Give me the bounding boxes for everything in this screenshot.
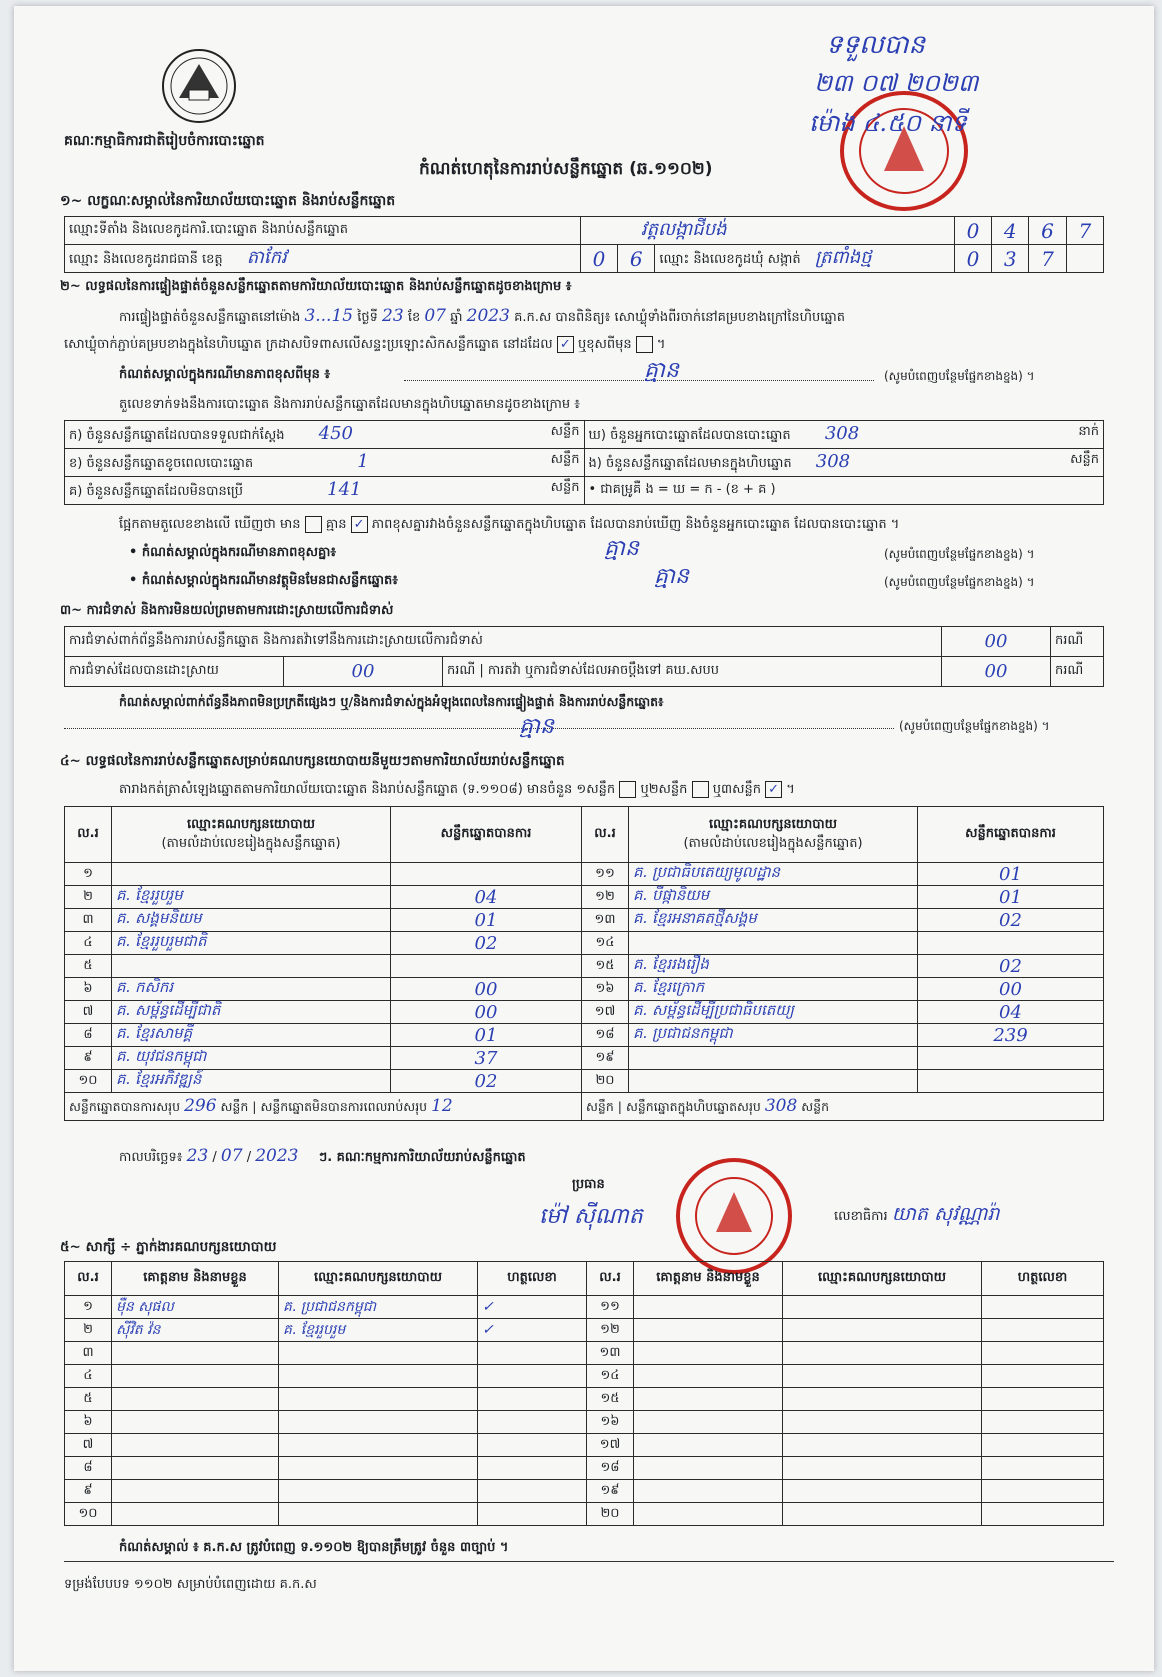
witness-signature bbox=[478, 1342, 587, 1365]
witness-party bbox=[783, 1411, 982, 1434]
party-name bbox=[629, 1047, 918, 1070]
witness-party bbox=[783, 1480, 982, 1503]
figure-row: គ) ចំនួនសន្លឹកឆ្នោតដែលមិនបានប្រើ 141 សន្លឹក bbox=[65, 477, 585, 505]
witness-signature bbox=[478, 1480, 587, 1503]
table-row bbox=[65, 1342, 1104, 1365]
witness-name bbox=[634, 1342, 783, 1365]
witness-signature bbox=[982, 1457, 1104, 1480]
same-checkbox[interactable]: ✓ bbox=[557, 336, 574, 353]
one-sheet-checkbox[interactable] bbox=[619, 781, 636, 798]
complaints-value: 00 bbox=[942, 627, 1051, 657]
spoiled-ballots-value: 1 bbox=[357, 451, 369, 472]
party-votes bbox=[391, 955, 582, 978]
witness-party bbox=[783, 1457, 982, 1480]
irregularity-hw: គ្មាន bbox=[519, 714, 554, 739]
commune-cell bbox=[655, 245, 954, 273]
row-number: ១៨ bbox=[587, 1457, 634, 1480]
appeal-label: ការតវ៉ា ឬការជំទាស់ដែលអាចប្តឹងទៅ គឃ.សបប bbox=[487, 663, 719, 678]
table-row bbox=[65, 1503, 1104, 1526]
party-votes: 02 bbox=[918, 909, 1104, 932]
party-name bbox=[629, 932, 918, 955]
unused-ballots-value: 141 bbox=[327, 479, 362, 500]
row-number: ៣ bbox=[65, 1342, 112, 1365]
row-number: ៥ bbox=[65, 1388, 112, 1411]
party-votes: 04 bbox=[918, 1001, 1104, 1024]
party-name: គ. ខ្មែររួបរួម bbox=[112, 886, 391, 909]
verify-year-label: ឆ្នាំ bbox=[450, 310, 463, 325]
witness-signature bbox=[478, 1503, 587, 1526]
ballots-in-box-value: 308 bbox=[815, 451, 851, 472]
witness-party bbox=[279, 1457, 478, 1480]
row-number: ១៣ bbox=[587, 1342, 634, 1365]
witness-name bbox=[112, 1388, 279, 1411]
committee-signature-label: ៗ. គណៈកម្មការការិយាល័យរាប់សន្លឹកឆ្នោត bbox=[318, 1150, 526, 1165]
location-code-digit: 6 bbox=[1029, 217, 1066, 245]
table-row bbox=[65, 886, 1104, 909]
party-votes: 01 bbox=[918, 863, 1104, 886]
row-number: ៧ bbox=[65, 1001, 112, 1024]
party-votes: 00 bbox=[918, 978, 1104, 1001]
seal-status-text: សោឃ្លុំចាក់ភ្ជាប់គម្របខាងក្នុងនៃហិបឆ្នោត ក្រដាសបិទពាសលើសន្ទះប្រឡោះសិកសន្លឹកឆ្នោត នៅដដែល bbox=[64, 337, 553, 352]
party-votes: 02 bbox=[918, 955, 1104, 978]
verify-year: 2023 bbox=[466, 306, 510, 326]
committee-name: គណៈកម្មាធិការជាតិរៀបចំការបោះឆ្នោត bbox=[64, 133, 265, 149]
party-name: គ. បីផ្កានិយម bbox=[629, 886, 918, 909]
witness-signature: ✓ bbox=[478, 1319, 587, 1342]
chair-signature: ម៉ៅ ស៊ីណាត bbox=[539, 1204, 643, 1229]
verify-time-label: ការផ្ទៀងផ្ទាត់ចំនួនសន្លឹកឆ្នោតនៅម៉ោង bbox=[119, 310, 301, 325]
table-row bbox=[65, 1434, 1104, 1457]
witness-name bbox=[634, 1296, 783, 1319]
party-votes: 01 bbox=[391, 1024, 582, 1047]
witness-signature bbox=[478, 1434, 587, 1457]
row-number: ៣ bbox=[65, 909, 112, 932]
row-number: ១៧ bbox=[582, 1001, 629, 1024]
witness-name bbox=[634, 1434, 783, 1457]
section2-title: ២~ លទ្ធផលនៃការផ្ទៀងផ្ទាត់ចំនួនសន្លឹកឆ្នោតតាមការិយាល័យបោះឆ្នោត និងរាប់សន្លឹកឆ្នោតដូចខាងក្រោម ៖ bbox=[60, 279, 572, 294]
witness-name: ស៊ីវិត វ៉ន bbox=[112, 1319, 279, 1342]
witness-name bbox=[112, 1457, 279, 1480]
party-name: គ. ខ្មែរអនាគតថ្មីសង្គម bbox=[629, 909, 918, 932]
verification-line2: សោឃ្លុំចាក់ភ្ជាប់គម្របខាងក្នុងនៃហិបឆ្នោត ក្រដាសបិទពាសលើសន្ទះប្រឡោះសិកសន្លឹកឆ្នោត នៅដដែល ✓ ឬខុសពីមុន ។ bbox=[64, 337, 666, 352]
party-votes: 02 bbox=[391, 1070, 582, 1093]
row-number: ២ bbox=[65, 886, 112, 909]
party-name bbox=[112, 955, 391, 978]
party-votes bbox=[918, 1047, 1104, 1070]
province-value: តាកែវ bbox=[246, 247, 287, 268]
witness-party bbox=[279, 1365, 478, 1388]
party-name: គ. កសិករ bbox=[112, 978, 391, 1001]
witness-party bbox=[783, 1388, 982, 1411]
row-number: ១២ bbox=[587, 1319, 634, 1342]
table-row bbox=[65, 955, 1104, 978]
table-row bbox=[65, 1024, 1104, 1047]
verify-rest: គ.ក.ស បានពិនិត្យ៖ សោឃ្លុំទាំងពីរចាក់នៅគម្របខាងក្រៅនៃហិបឆ្នោត bbox=[514, 310, 845, 325]
date-day: 23 bbox=[186, 1146, 209, 1166]
secretary-line: លេខាធិការ យាត សុវណ្ណារ៉ា bbox=[834, 1203, 1000, 1225]
party-name bbox=[112, 863, 391, 886]
location-code-digit: 7 bbox=[1066, 217, 1103, 245]
row-number: ១០ bbox=[65, 1503, 112, 1526]
fill-more-note: (សូមបំពេញបន្ថែមផ្នែកខាងខ្នង) ។ bbox=[899, 719, 1050, 733]
party-name: គ. យុវជនកម្ពុជា bbox=[112, 1047, 391, 1070]
province-code-digit: 6 bbox=[618, 245, 655, 273]
figures-intro: តួលេខទាក់ទងនឹងការបោះឆ្នោត និងការរាប់សន្លឹកឆ្នោតដែលមានក្នុងហិបឆ្នោតមានដូចខាងក្រោម ៖ bbox=[119, 397, 580, 412]
figure-row: ខ) ចំនួនសន្លឹកឆ្នោតខូចពេលបោះឆ្នោត 1 សន្លឹក bbox=[65, 449, 585, 477]
party-votes-table: ល.រ ឈ្មោះគណបក្សនយោបាយ (តាមលំដាប់លេខរៀងក្នុងសន្លឹកឆ្នោត) សន្លឹកឆ្នោតបានការ ល.រ ឈ្មោះគណបក្សនយោបាយ (តាមលំដាប់លេខរៀងក្នុងសន្លឹកឆ្នោត) សន្លឹកឆ្នោតបានការ ១ ១១ គ. ប្រជាធិបតេយ្យមូលដ្ឋាន 01 ២ គ. ខ្មែររួបរួម 04 ១២ គ. បីផ្កានិយម 01 ៣ គ. សង្គមនិយម 01 ១៣ គ. ខ្មែរអនាគតថ្មីសង្គម 02 ៤ គ. ខ្មែររួបរួមជាតិ 02 ១៤ ៥ ១៥ គ. ខ្មែររងរឿង 02 ៦ គ. កសិករ 00 ១៦ គ. ខ្មែរក្រោក 00 ៧ គ. សម្ព័ន្ធដើម្បីជាតិ 00 ១៧ គ. សម្ព័ន្ធដើម្បីប្រជាធិបតេយ្យ 04 ៨ គ. ខ្មែរសាមគ្គី 01 ១៨ គ. ប្រជាជនកម្ពុជា 239 ៩ គ. យុវជនកម្ពុជា 37 ១៩ ១០ គ. ខ្មែរអភិវឌ្ឍន៍ 02 ២០ សន្លឹកឆ្នោតបានការសរុប 296 សន្លឹក | សន្លឹកឆ្នោតមិនបានការពេលរាប់សរុប 12 សន្លឹក | សន្លឹកឆ្នោតក្នុងហិបឆ្នោតសរុប 308 សន្លឹក bbox=[64, 806, 1104, 1121]
row-number: ៨ bbox=[65, 1457, 112, 1480]
party-votes: 02 bbox=[391, 932, 582, 955]
section4-title: ៤~ លទ្ធផលនៃការរាប់សន្លឹកឆ្នោតសម្រាប់គណបក្សនយោបាយនីមួយៗតាមការិយាល័យរាប់សន្លឹកឆ្នោត bbox=[60, 753, 565, 769]
row-number: ១៥ bbox=[587, 1388, 634, 1411]
figure-row: ក) ចំនួនសន្លឹកឆ្នោតដែលបានទទួលជាក់ស្តែង 450 សន្លឹក bbox=[65, 421, 585, 449]
table-row bbox=[65, 978, 1104, 1001]
date-year: 2023 bbox=[255, 1146, 299, 1166]
table-row bbox=[65, 1001, 1104, 1024]
commune-code-digit: 7 bbox=[1029, 245, 1066, 273]
commune-label: ឈ្មោះ និងលេខកូដឃុំ សង្កាត់ bbox=[659, 252, 801, 267]
witness-party: គ. ខ្មែររួបរួម bbox=[279, 1319, 478, 1342]
witness-signature bbox=[478, 1411, 587, 1434]
row-number: ៤ bbox=[65, 932, 112, 955]
different-label: ឬខុសពីមុន bbox=[577, 337, 632, 352]
witness-signature bbox=[982, 1503, 1104, 1526]
witness-party bbox=[783, 1319, 982, 1342]
location-label: ឈ្មោះទីតាំង និងលេខកូដការិ.បោះឆ្នោត និងរាប់សន្លឹកឆ្នោត bbox=[65, 217, 581, 245]
party-name: គ. ប្រជាជនកម្ពុជា bbox=[629, 1024, 918, 1047]
row-number: ២០ bbox=[582, 1070, 629, 1093]
row-number: ៨ bbox=[65, 1024, 112, 1047]
row-number: ១៤ bbox=[582, 932, 629, 955]
complaints-table: ការជំទាស់ពាក់ព័ន្ធនឹងការរាប់សន្លឹកឆ្នោត និងការតវ៉ាទៅនឹងការដោះស្រាយលើការជំទាស់ 00 ករណី ការជំទាស់ដែលបានដោះស្រាយ 00 ករណី | ការតវ៉ា ឬការជំទាស់ដែលអាចប្តឹងទៅ គឃ.សបប 00 ករណី bbox=[64, 626, 1104, 687]
footer-note: កំណត់សម្គាល់ ៖ គ.ក.ស ត្រូវបំពេញ ទ.១១០២ ឱ្យបានត្រឹមត្រូវ ចំនួន ៣ច្បាប់ ។ bbox=[119, 1540, 509, 1555]
party-name: គ. ប្រជាធិបតេយ្យមូលដ្ឋាន bbox=[629, 863, 918, 886]
row-number: ១១ bbox=[587, 1296, 634, 1319]
total-valid-value: 296 bbox=[184, 1095, 217, 1116]
witness-name: ម៉ឺន សុផល bbox=[112, 1296, 279, 1319]
row-number: ១០ bbox=[65, 1070, 112, 1093]
table-row bbox=[65, 909, 1104, 932]
witness-signature bbox=[982, 1434, 1104, 1457]
total-valid-cell: សន្លឹកឆ្នោតបានការសរុប 296 សន្លឹក | សន្លឹកឆ្នោតមិនបានការពេលរាប់សរុប 12 bbox=[65, 1093, 582, 1121]
witness-name bbox=[112, 1411, 279, 1434]
party-name: គ. ខ្មែររងរឿង bbox=[629, 955, 918, 978]
witness-party bbox=[783, 1296, 982, 1319]
witness-name bbox=[634, 1411, 783, 1434]
row-number: ១៣ bbox=[582, 909, 629, 932]
has-difference-checkbox[interactable] bbox=[305, 516, 322, 533]
witness-signature bbox=[982, 1480, 1104, 1503]
row-number: ៩ bbox=[65, 1480, 112, 1503]
witness-party bbox=[279, 1342, 478, 1365]
row-number: ១៦ bbox=[582, 978, 629, 1001]
appeal-value: 00 bbox=[942, 657, 1051, 687]
row-number: ១៩ bbox=[582, 1047, 629, 1070]
table-row bbox=[65, 932, 1104, 955]
row-number: ២ bbox=[65, 1319, 112, 1342]
row-number: ១១ bbox=[582, 863, 629, 886]
irregularity-note: កំណត់សម្គាល់ពាក់ព័ន្ធនឹងភាពមិនប្រក្រតីផ្សេងៗ ឬ/និងការជំទាស់ក្នុងអំឡុងពេលនៃការផ្ទៀងផ្ទាត់ និងការរាប់សន្លឹកឆ្នោត៖ bbox=[119, 694, 664, 709]
row-number: ១៤ bbox=[587, 1365, 634, 1388]
witness-signature bbox=[982, 1319, 1104, 1342]
party-votes: 01 bbox=[391, 909, 582, 932]
province-cell bbox=[65, 245, 581, 273]
witness-party bbox=[783, 1365, 982, 1388]
party-name: គ. ខ្មែរសាមគ្គី bbox=[112, 1024, 391, 1047]
row-number: ១៥ bbox=[582, 955, 629, 978]
fill-more-note: (សូមបំពេញបន្ថែមផ្នែកខាងខ្នង) ។ bbox=[884, 547, 1035, 561]
received-hw-line2: ២៣ ០៧ ២០២៣ bbox=[814, 69, 979, 97]
witness-name bbox=[634, 1365, 783, 1388]
table-row bbox=[65, 1457, 1104, 1480]
row-number: ១៩ bbox=[587, 1480, 634, 1503]
different-checkbox[interactable] bbox=[636, 336, 653, 353]
witness-signature bbox=[478, 1365, 587, 1388]
party-votes bbox=[918, 1070, 1104, 1093]
party-votes bbox=[391, 863, 582, 886]
resolved-label: ការជំទាស់ដែលបានដោះស្រាយ bbox=[65, 657, 284, 687]
witness-party bbox=[279, 1434, 478, 1457]
row-number: ១ bbox=[65, 1296, 112, 1319]
witness-party bbox=[279, 1411, 478, 1434]
party-votes: 00 bbox=[391, 978, 582, 1001]
verify-day-label: ថ្ងៃទី bbox=[357, 310, 378, 325]
complaints-label: ការជំទាស់ពាក់ព័ន្ធនឹងការរាប់សន្លឹកឆ្នោត និងការតវ៉ាទៅនឹងការដោះស្រាយលើការជំទាស់ bbox=[65, 627, 942, 657]
witness-signature bbox=[982, 1296, 1104, 1319]
commune-value: ត្រពាំងថ្ម bbox=[814, 247, 872, 268]
resolved-value: 00 bbox=[284, 657, 443, 687]
table-row bbox=[65, 1365, 1104, 1388]
formula: • ជាគម្រូគឺ ង = ឃ = ក - (ខ + គ ) bbox=[584, 477, 1104, 505]
table-row bbox=[65, 1070, 1104, 1093]
witness-party bbox=[783, 1342, 982, 1365]
location-code-digit: 0 bbox=[954, 217, 991, 245]
row-number: ១៧ bbox=[587, 1434, 634, 1457]
witness-party bbox=[279, 1388, 478, 1411]
ballot-count-report-page bbox=[14, 6, 1154, 1671]
row-number: ២០ bbox=[587, 1503, 634, 1526]
witness-name bbox=[112, 1365, 279, 1388]
form-name: ទម្រង់បែបបទ ១១០២ សម្រាប់បំពេញដោយ គ.ក.ស bbox=[64, 1577, 317, 1592]
received-ballots-value: 450 bbox=[318, 423, 354, 444]
witness-party bbox=[279, 1480, 478, 1503]
fill-more-note: (សូមបំពេញបន្ថែមផ្នែកខាងខ្នង) ។ bbox=[884, 575, 1035, 589]
row-number: ១៨ bbox=[582, 1024, 629, 1047]
table-row bbox=[65, 1319, 1104, 1342]
row-number: ៥ bbox=[65, 955, 112, 978]
witness-signature bbox=[982, 1365, 1104, 1388]
commune-code-digit: 0 bbox=[954, 245, 991, 273]
province-code-digit: 0 bbox=[580, 245, 617, 273]
total-box-value: 308 bbox=[764, 1095, 798, 1116]
total-box-cell: សន្លឹក | សន្លឹកឆ្នោតក្នុងហិបឆ្នោតសរុប 308 សន្លឹក bbox=[582, 1093, 1104, 1121]
witness-name bbox=[634, 1457, 783, 1480]
sheet-count-line: តារាងកត់ត្រាសំឡេងឆ្នោតតាមការិយាល័យបោះឆ្នោត និងរាប់សន្លឹកឆ្នោត (ទ.១១០៨) មានចំនួន ១សន្លឹក ឬ២សន្លឹក ឬ៣សន្លឹក ✓ ។ bbox=[119, 782, 795, 797]
page-title: កំណត់ហេតុនៃការរាប់សន្លឹកឆ្នោត (ឆ.១១០២) bbox=[419, 159, 713, 179]
witness-name bbox=[112, 1480, 279, 1503]
witness-party bbox=[279, 1503, 478, 1526]
secretary-signature: យាត សុវណ្ណារ៉ា bbox=[891, 1203, 1000, 1225]
witness-name bbox=[112, 1342, 279, 1365]
chair-label: ប្រធាន bbox=[572, 1177, 605, 1192]
table-row bbox=[65, 1480, 1104, 1503]
party-votes: 239 bbox=[918, 1024, 1104, 1047]
party-name: គ. សម្ព័ន្ធដើម្បីជាតិ bbox=[112, 1001, 391, 1024]
party-votes: 04 bbox=[391, 886, 582, 909]
row-number: ១ bbox=[65, 863, 112, 886]
location-code-digit: 4 bbox=[992, 217, 1029, 245]
witness-name bbox=[634, 1480, 783, 1503]
foreign-objects-hw: គ្មាន bbox=[654, 564, 689, 589]
figure-row: ឃ) ចំនួនអ្នកបោះឆ្នោតដែលបានបោះឆ្នោត 308 នាក់ bbox=[584, 421, 1104, 449]
row-number: ១២ bbox=[582, 886, 629, 909]
table-row bbox=[65, 1296, 1104, 1319]
verification-line1 bbox=[119, 306, 845, 328]
witness-name bbox=[112, 1434, 279, 1457]
comparison-line: ផ្អែកតាមតួលេខខាងលើ ឃើញថា មាន គ្មាន ✓ ភាពខុសគ្នារវាងចំនួនសន្លឹកឆ្នោតក្នុងហិបឆ្នោត ដែលបានរាប់ឃើញ និងចំនួនអ្នកបោះឆ្នោត ដែលបានបោះឆ្នោត ។ bbox=[119, 517, 900, 532]
received-hw-line1: ទទួលបាន bbox=[826, 30, 926, 60]
total-invalid-value: 12 bbox=[431, 1095, 453, 1116]
party-votes: 00 bbox=[391, 1001, 582, 1024]
witness-signature bbox=[982, 1342, 1104, 1365]
table-row bbox=[65, 1047, 1104, 1070]
commune-code-digit: 3 bbox=[992, 245, 1029, 273]
location-value: វត្តលង្កាជីបង់ bbox=[580, 217, 954, 245]
verify-time: 3...15 bbox=[304, 306, 354, 326]
witness-signature: ✓ bbox=[478, 1296, 587, 1319]
party-name: គ. សង្គមនិយម bbox=[112, 909, 391, 932]
row-number: ៤ bbox=[65, 1365, 112, 1388]
party-name bbox=[629, 1070, 918, 1093]
figure-row: ង) ចំនួនសន្លឹកឆ្នោតដែលមានក្នុងហិបឆ្នោត 308 សន្លឹក bbox=[584, 449, 1104, 477]
row-number: ៩ bbox=[65, 1047, 112, 1070]
province-label: ឈ្មោះ និងលេខកូដរាជធានី ខេត្ត bbox=[69, 252, 223, 267]
witness-party: គ. ប្រជាជនកម្ពុជា bbox=[279, 1296, 478, 1319]
difference-note-label: កំណត់សម្គាល់ក្នុងករណីមានភាពខុសពីមុន ៖ bbox=[119, 367, 331, 382]
witness-name bbox=[112, 1503, 279, 1526]
date-line: កាលបរិច្ឆេទ៖ 23 / 07 / 2023 ៗ. គណៈកម្មការការិយាល័យរាប់សន្លឹកឆ្នោត bbox=[119, 1146, 526, 1166]
section1-title: ១~ លក្ខណៈសម្គាល់នៃការិយាល័យបោះឆ្នោត និងរាប់សន្លឹកឆ្នោត bbox=[60, 193, 396, 209]
witness-name bbox=[634, 1503, 783, 1526]
section5-title: ៥~ សាក្សី ÷ ភ្នាក់ងារគណបក្សនយោបាយ bbox=[60, 1239, 277, 1255]
no-difference-checkbox[interactable]: ✓ bbox=[351, 516, 368, 533]
party-votes: 01 bbox=[918, 886, 1104, 909]
witness-signature bbox=[478, 1388, 587, 1411]
nec-logo bbox=[159, 46, 239, 130]
three-sheets-checkbox[interactable]: ✓ bbox=[765, 781, 782, 798]
party-votes: 37 bbox=[391, 1047, 582, 1070]
verify-month: 07 bbox=[424, 306, 446, 326]
witness-name bbox=[634, 1388, 783, 1411]
difference-bullet: • កំណត់សម្គាល់ក្នុងករណីមានភាពខុសគ្នា៖ bbox=[129, 545, 337, 560]
party-votes bbox=[918, 932, 1104, 955]
table-row bbox=[65, 1411, 1104, 1434]
party-name: គ. ខ្មែររួបរួមជាតិ bbox=[112, 932, 391, 955]
date-month: 07 bbox=[220, 1146, 243, 1166]
table-row bbox=[65, 1388, 1104, 1411]
verify-month-label: ខែ bbox=[407, 310, 421, 325]
witness-name bbox=[634, 1319, 783, 1342]
row-number: ៦ bbox=[65, 1411, 112, 1434]
table-row bbox=[65, 863, 1104, 886]
party-name: គ. ខ្មែរក្រោក bbox=[629, 978, 918, 1001]
party-name: គ. ខ្មែរអភិវឌ្ឍន៍ bbox=[112, 1070, 391, 1093]
difference-note-hw: គ្មាន bbox=[644, 358, 679, 383]
location-table bbox=[64, 216, 1104, 273]
foreign-objects-bullet: • កំណត់សម្គាល់ក្នុងករណីមានវត្ថុមិនមែនជាសន្លឹកឆ្នោត៖ bbox=[129, 573, 398, 588]
party-name: គ. សម្ព័ន្ធដើម្បីប្រជាធិបតេយ្យ bbox=[629, 1001, 918, 1024]
fill-more-note: (សូមបំពេញបន្ថែមផ្នែកខាងខ្នង) ។ bbox=[884, 369, 1035, 383]
row-number: ១៦ bbox=[587, 1411, 634, 1434]
witness-signature bbox=[478, 1457, 587, 1480]
section3-title: ៣~ ការជំទាស់ និងការមិនយល់ព្រមតាមការដោះស្រាយលើការជំទាស់ bbox=[60, 603, 394, 618]
witness-signature bbox=[982, 1388, 1104, 1411]
voters-value: 308 bbox=[824, 423, 860, 444]
received-hw-line3: ម៉ោង ៤.៥០ នាទី bbox=[809, 109, 967, 137]
witness-party bbox=[783, 1503, 982, 1526]
two-sheets-checkbox[interactable] bbox=[692, 781, 709, 798]
figures-table bbox=[64, 420, 1104, 505]
verify-day: 23 bbox=[382, 306, 404, 326]
difference-bullet-hw: គ្មាន bbox=[604, 536, 639, 561]
row-number: ៦ bbox=[65, 978, 112, 1001]
witness-signature bbox=[982, 1411, 1104, 1434]
witness-party bbox=[783, 1434, 982, 1457]
row-number: ៧ bbox=[65, 1434, 112, 1457]
witness-table: ល.រ គោត្តនាម និងនាមខ្លួន ឈ្មោះគណបក្សនយោបាយ ហត្ថលេខា ល.រ គោត្តនាម និងនាមខ្លួន ឈ្មោះគណបក្សនយោបាយ ហត្ថលេខា ១ ម៉ឺន សុផល គ. ប្រជាជនកម្ពុជា ✓ ១១ ២ ស៊ីវិត វ៉ន គ. ខ្មែររួបរួម ✓ ១២ ៣ ១៣ ៤ ១៤ ៥ ១៥ ៦ ១៦ ៧ ១៧ ៨ ១៨ ៩ ១៩ ១០ ២០ bbox=[64, 1261, 1104, 1526]
